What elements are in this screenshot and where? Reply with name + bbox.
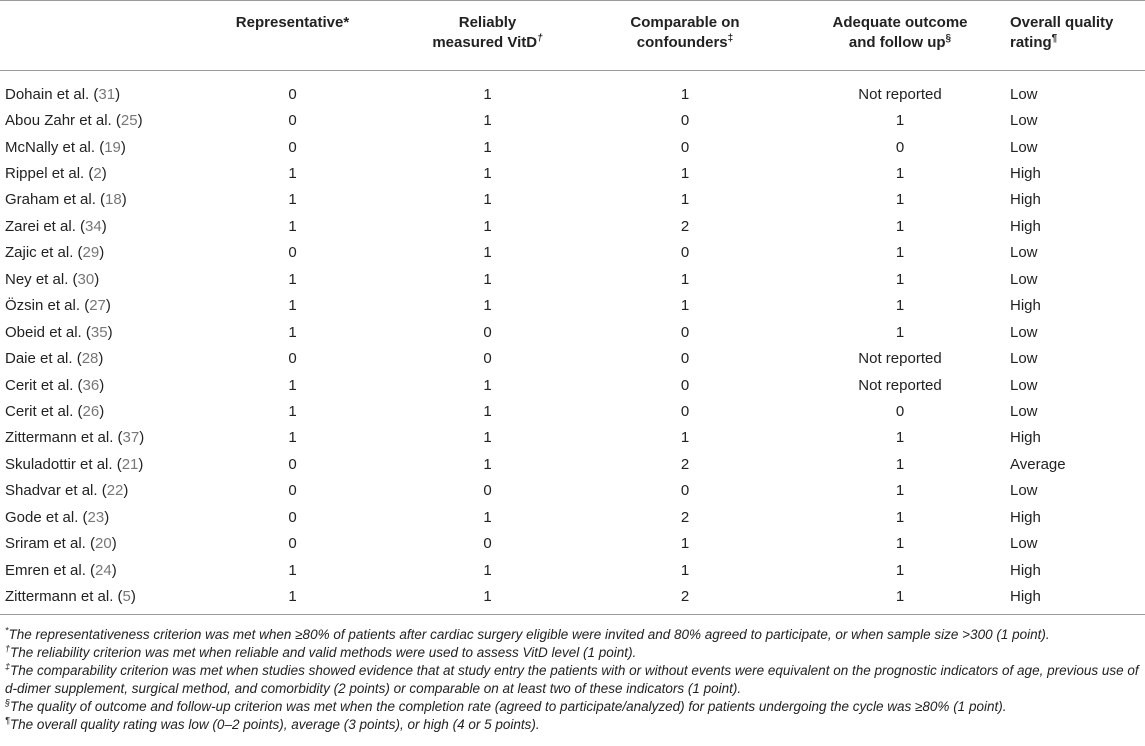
reference-link[interactable]: 24 xyxy=(95,561,112,579)
footnote: ‡The comparability criterion was met when studies showed evidence that at study entry the patients with or without events were equivalent on the prognostic indicators of age, previous use of d-dimer supplement, surgical method, and comorbidity (2 points) or comparable on at least two of these indicators (1 point). xyxy=(5,661,1139,696)
overall-cell: High xyxy=(1010,217,1041,235)
comparable-cell: 0 xyxy=(680,376,690,394)
table-row xyxy=(0,451,1145,477)
table-row xyxy=(0,213,1145,239)
outcome-cell: 1 xyxy=(895,297,905,315)
table-row xyxy=(0,504,1145,530)
study-cell: Daie et al. (28) xyxy=(5,350,104,368)
outcome-cell: 1 xyxy=(895,455,905,473)
reference-link[interactable]: 27 xyxy=(89,297,106,315)
overall-cell: Low xyxy=(1010,112,1038,130)
header-overall: Overall quality rating¶ xyxy=(1010,14,1114,51)
reliably-cell: 0 xyxy=(483,350,492,368)
outcome-cell: Not reported xyxy=(858,350,942,368)
overall-cell: Low xyxy=(1010,376,1038,394)
table-body xyxy=(0,81,1145,614)
reference-link[interactable]: 22 xyxy=(106,482,124,500)
comparable-cell: 1 xyxy=(680,297,690,315)
comparable-cell: 1 xyxy=(680,561,690,579)
table-row xyxy=(0,319,1145,345)
representative-cell: 0 xyxy=(288,85,297,103)
reference-link[interactable]: 23 xyxy=(87,508,105,526)
comparable-cell: 0 xyxy=(680,244,690,262)
overall-cell: Low xyxy=(1010,244,1038,262)
header-reliably: Reliably measured VitD† xyxy=(432,14,543,51)
representative-cell: 1 xyxy=(288,323,297,341)
comparable-cell: 2 xyxy=(680,455,690,473)
study-cell: Cerit et al. (36) xyxy=(5,376,105,394)
table-row xyxy=(0,293,1145,319)
reference-link[interactable]: 19 xyxy=(104,138,121,156)
reliably-cell: 1 xyxy=(483,376,492,394)
table-row xyxy=(0,583,1145,609)
reliably-cell: 1 xyxy=(483,429,492,447)
reliably-cell: 0 xyxy=(483,482,492,500)
outcome-cell: Not reported xyxy=(858,85,942,103)
outcome-cell: 0 xyxy=(895,402,905,420)
outcome-cell: 1 xyxy=(895,191,905,209)
overall-cell: High xyxy=(1010,429,1041,447)
study-cell: Zarei et al. (34) xyxy=(5,217,107,235)
reliably-cell: 1 xyxy=(483,191,492,209)
header-representative: Representative* xyxy=(235,14,350,31)
representative-cell: 0 xyxy=(288,112,297,130)
comparable-cell: 0 xyxy=(680,112,690,130)
overall-cell: High xyxy=(1010,191,1041,209)
study-cell: Emren et al. (24) xyxy=(5,561,117,579)
representative-cell: 1 xyxy=(288,402,297,420)
overall-cell: Average xyxy=(1010,455,1066,473)
overall-cell: Low xyxy=(1010,350,1038,368)
header-row xyxy=(0,1,1145,71)
study-cell: Skuladottir et al. (21) xyxy=(5,455,144,473)
representative-cell: 1 xyxy=(288,270,297,288)
overall-cell: High xyxy=(1010,297,1041,315)
reliably-cell: 1 xyxy=(483,402,492,420)
table-row xyxy=(0,81,1145,107)
table-row xyxy=(0,107,1145,133)
reliably-cell: 1 xyxy=(483,138,492,156)
representative-cell: 1 xyxy=(288,297,297,315)
reliably-cell: 1 xyxy=(483,508,492,526)
representative-cell: 1 xyxy=(288,561,297,579)
reliably-cell: 0 xyxy=(483,323,492,341)
study-cell: Zittermann et al. (5) xyxy=(5,588,136,606)
representative-cell: 1 xyxy=(288,217,297,235)
reference-link[interactable]: 35 xyxy=(90,323,108,341)
study-cell: Zittermann et al. (37) xyxy=(5,429,145,447)
representative-cell: 1 xyxy=(288,376,297,394)
footnote: §The quality of outcome and follow-up criterion was met when the completion rate (agreed to participate/analyzed) for patients undergoing the cycle was ≥80% (1 point). xyxy=(5,697,1007,714)
header-outcome: Adequate outcome and follow up§ xyxy=(832,14,968,51)
reference-link[interactable]: 25 xyxy=(120,112,138,130)
reliably-cell: 1 xyxy=(483,270,492,288)
outcome-cell: 1 xyxy=(895,429,905,447)
table-row xyxy=(0,240,1145,266)
reliably-cell: 1 xyxy=(483,455,492,473)
table-row xyxy=(0,187,1145,213)
comparable-cell: 0 xyxy=(680,402,690,420)
table-row xyxy=(0,478,1145,504)
comparable-cell: 1 xyxy=(680,85,690,103)
representative-cell: 1 xyxy=(288,588,297,606)
reference-link[interactable]: 30 xyxy=(77,270,95,288)
overall-cell: High xyxy=(1010,508,1041,526)
table-row xyxy=(0,266,1145,292)
reliably-cell: 1 xyxy=(483,112,492,130)
reliably-cell: 1 xyxy=(483,244,492,262)
comparable-cell: 0 xyxy=(680,482,690,500)
reference-link[interactable]: 2 xyxy=(93,165,102,183)
overall-cell: Low xyxy=(1010,138,1038,156)
table-row xyxy=(0,160,1145,186)
comparable-cell: 2 xyxy=(680,217,690,235)
outcome-cell: 0 xyxy=(895,138,905,156)
comparable-cell: 1 xyxy=(680,429,690,447)
outcome-cell: 1 xyxy=(895,323,905,341)
reference-link[interactable]: 37 xyxy=(122,429,140,447)
reliably-cell: 1 xyxy=(483,85,492,103)
comparable-cell: 0 xyxy=(680,323,690,341)
study-cell: Ney et al. (30) xyxy=(5,270,100,288)
representative-cell: 0 xyxy=(288,482,297,500)
overall-cell: Low xyxy=(1010,535,1038,553)
representative-cell: 0 xyxy=(288,508,297,526)
reliably-cell: 1 xyxy=(483,297,492,315)
table-row xyxy=(0,425,1145,451)
outcome-cell: 1 xyxy=(895,588,905,606)
reliably-cell: 1 xyxy=(483,217,492,235)
study-cell: Rippel et al. (2) xyxy=(5,165,107,183)
footnote: *The representativeness criterion was met when ≥80% of patients after cardiac surgery eligible were invited and 80% agreed to participate, or when sample size >300 (1 point). xyxy=(5,625,1050,642)
outcome-cell: 1 xyxy=(895,508,905,526)
table-row xyxy=(0,530,1145,556)
header-comparable: Comparable on confounders‡ xyxy=(630,14,740,51)
reference-link[interactable]: 36 xyxy=(82,376,100,394)
reference-link[interactable]: 26 xyxy=(82,402,100,420)
reference-link[interactable]: 20 xyxy=(95,535,112,553)
study-cell: Obeid et al. (35) xyxy=(5,323,113,341)
overall-cell: High xyxy=(1010,165,1041,183)
outcome-cell: 1 xyxy=(895,244,905,262)
study-cell: Shadvar et al. (22) xyxy=(5,482,129,500)
comparable-cell: 1 xyxy=(680,165,690,183)
comparable-cell: 0 xyxy=(680,350,690,368)
reference-link[interactable]: 34 xyxy=(85,217,102,235)
study-cell: Graham et al. (18) xyxy=(5,191,127,209)
representative-cell: 0 xyxy=(288,244,297,262)
reference-link[interactable]: 21 xyxy=(121,455,139,473)
comparable-cell: 2 xyxy=(680,588,690,606)
header-study xyxy=(0,1,190,71)
study-cell: Abou Zahr et al. (25) xyxy=(5,112,143,130)
study-cell: Sriram et al. (20) xyxy=(5,535,117,553)
study-cell: McNally et al. (19) xyxy=(5,138,126,156)
outcome-cell: 1 xyxy=(895,535,905,553)
overall-cell: High xyxy=(1010,588,1041,606)
footnotes xyxy=(5,626,1141,734)
reference-link[interactable]: 5 xyxy=(122,588,131,606)
table-row xyxy=(0,345,1145,371)
study-cell: Gode et al. (23) xyxy=(5,508,110,526)
table-row xyxy=(0,557,1145,583)
comparable-cell: 0 xyxy=(680,138,690,156)
outcome-cell: 1 xyxy=(895,112,905,130)
footnote: ¶The overall quality rating was low (0–2 points), average (3 points), or high (4 or 5 points). xyxy=(5,715,540,732)
reference-link[interactable]: 18 xyxy=(105,191,122,209)
outcome-cell: 1 xyxy=(895,482,905,500)
representative-cell: 0 xyxy=(288,455,297,473)
overall-cell: Low xyxy=(1010,402,1038,420)
comparable-cell: 1 xyxy=(680,191,690,209)
outcome-cell: 1 xyxy=(895,165,905,183)
reliably-cell: 1 xyxy=(483,165,492,183)
comparable-cell: 2 xyxy=(680,508,690,526)
overall-cell: Low xyxy=(1010,482,1038,500)
footnote: †The reliability criterion was met when reliable and valid methods were used to assess VitD level (1 point). xyxy=(5,643,637,660)
representative-cell: 1 xyxy=(288,429,297,447)
outcome-cell: Not reported xyxy=(858,376,942,394)
reliably-cell: 0 xyxy=(483,535,492,553)
comparable-cell: 1 xyxy=(680,535,690,553)
representative-cell: 1 xyxy=(288,165,297,183)
study-cell: Dohain et al. (31) xyxy=(5,85,121,103)
outcome-cell: 1 xyxy=(895,561,905,579)
overall-cell: Low xyxy=(1010,85,1038,103)
overall-cell: Low xyxy=(1010,270,1038,288)
study-cell: Özsin et al. (27) xyxy=(5,297,111,315)
reference-link[interactable]: 28 xyxy=(81,350,99,368)
table-row xyxy=(0,134,1145,160)
outcome-cell: 1 xyxy=(895,217,905,235)
outcome-cell: 1 xyxy=(895,270,905,288)
representative-cell: 0 xyxy=(288,535,297,553)
study-cell: Zajic et al. (29) xyxy=(5,244,105,262)
representative-cell: 0 xyxy=(288,350,297,368)
reference-link[interactable]: 31 xyxy=(98,85,116,103)
representative-cell: 0 xyxy=(288,138,297,156)
study-cell: Cerit et al. (26) xyxy=(5,402,105,420)
comparable-cell: 1 xyxy=(680,270,690,288)
representative-cell: 1 xyxy=(288,191,297,209)
overall-cell: High xyxy=(1010,561,1041,579)
overall-cell: Low xyxy=(1010,323,1038,341)
reliably-cell: 1 xyxy=(483,588,492,606)
reference-link[interactable]: 29 xyxy=(82,244,100,262)
reliably-cell: 1 xyxy=(483,561,492,579)
table-row xyxy=(0,398,1145,424)
table-row xyxy=(0,372,1145,398)
